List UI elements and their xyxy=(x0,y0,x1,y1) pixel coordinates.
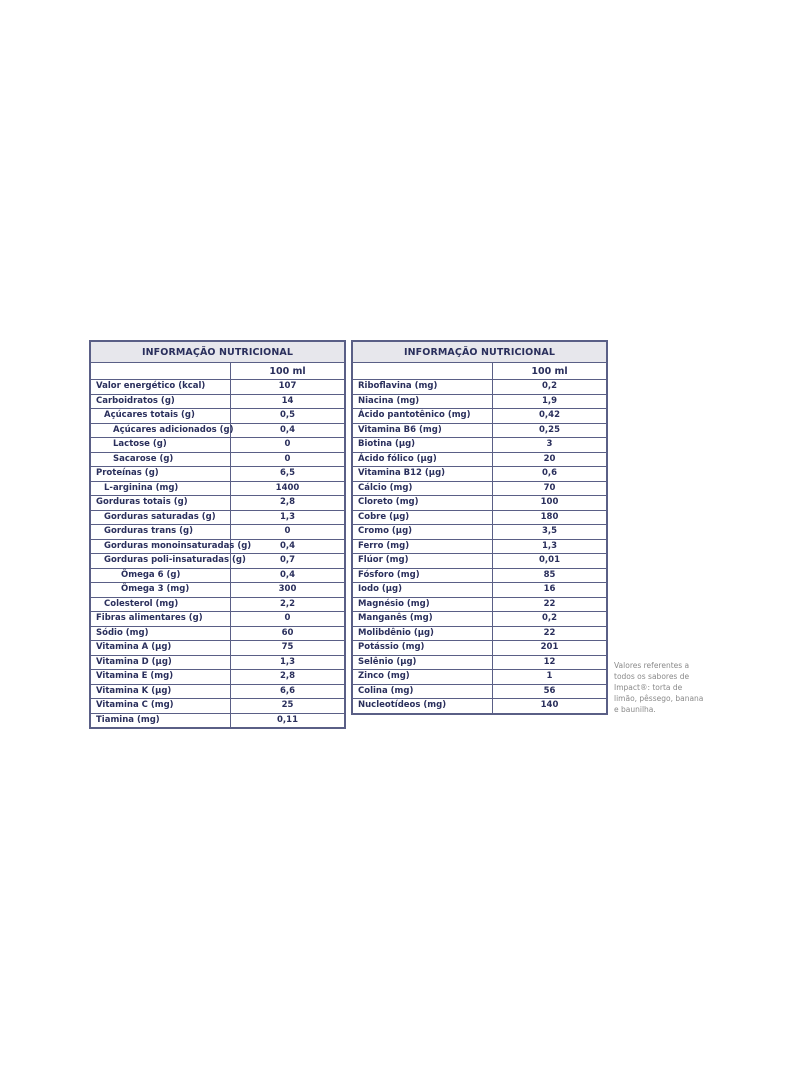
nutrient-column-header xyxy=(353,363,493,380)
nutrient-label: Zinco (mg) xyxy=(353,670,493,685)
nutrient-value: 180 xyxy=(493,510,607,525)
nutrient-label: Ferro (mg) xyxy=(353,539,493,554)
table-row xyxy=(353,641,607,656)
nutrient-value: 1 xyxy=(493,670,607,685)
nutrient-value: 0,2 xyxy=(493,612,607,627)
nutrient-label: Ômega 6 (g) xyxy=(91,568,231,583)
nutrient-label: Molibdênio (µg) xyxy=(353,626,493,641)
table-row xyxy=(353,510,607,525)
nutrient-label: Açúcares adicionados (g) xyxy=(91,423,231,438)
table-row xyxy=(353,583,607,598)
nutrient-value: 0,11 xyxy=(231,713,345,728)
nutrient-value: 2,2 xyxy=(231,597,345,612)
nutrient-label: Cloreto (mg) xyxy=(353,496,493,511)
nutrient-label: Niacina (mg) xyxy=(353,394,493,409)
table-row xyxy=(353,394,607,409)
nutrient-value: 0,4 xyxy=(231,423,345,438)
nutrient-value: 300 xyxy=(231,583,345,598)
nutrient-label: Cálcio (mg) xyxy=(353,481,493,496)
table-row xyxy=(353,496,607,511)
nutrient-label: Sódio (mg) xyxy=(91,626,231,641)
nutrient-value: 0,5 xyxy=(231,409,345,424)
nutrient-value: 85 xyxy=(493,568,607,583)
nutrient-value: 14 xyxy=(231,394,345,409)
nutrient-value: 0,7 xyxy=(231,554,345,569)
table-row xyxy=(91,409,345,424)
table-row xyxy=(353,597,607,612)
nutrient-value: 75 xyxy=(231,641,345,656)
nutrient-label: Nucleotídeos (mg) xyxy=(353,699,493,714)
amount-column-header: 100 ml xyxy=(493,363,607,380)
table-row xyxy=(353,626,607,641)
nutrient-value: 0 xyxy=(231,438,345,453)
table-title-row xyxy=(353,342,607,363)
table-row xyxy=(91,394,345,409)
nutrient-value: 0,6 xyxy=(493,467,607,482)
flavors-note: Valores referentes a todos os sabores de Impact®: torta de limão, pêssego, banana e baunilha. xyxy=(614,661,704,714)
table-row xyxy=(91,510,345,525)
nutrient-label: Vitamina E (mg) xyxy=(91,670,231,685)
nutrient-value: 3 xyxy=(493,438,607,453)
nutrient-value: 0,2 xyxy=(493,380,607,395)
nutrient-label: Ácido pantotênico (mg) xyxy=(353,409,493,424)
nutrient-label: Manganês (mg) xyxy=(353,612,493,627)
table-row xyxy=(91,684,345,699)
table-title-row xyxy=(91,342,345,363)
nutrient-label: Açúcares totais (g) xyxy=(91,409,231,424)
nutrient-label: Vitamina B12 (µg) xyxy=(353,467,493,482)
table-row xyxy=(91,670,345,685)
nutrient-label: Fósforo (mg) xyxy=(353,568,493,583)
nutrient-label: Colina (mg) xyxy=(353,684,493,699)
table-row xyxy=(91,699,345,714)
nutrient-value: 2,8 xyxy=(231,496,345,511)
nutrient-value: 201 xyxy=(493,641,607,656)
table-row xyxy=(91,626,345,641)
nutrient-value: 22 xyxy=(493,597,607,612)
nutrient-label: Ácido fólico (µg) xyxy=(353,452,493,467)
nutrient-label: Tiamina (mg) xyxy=(91,713,231,728)
nutrient-value: 0,4 xyxy=(231,568,345,583)
nutrient-label: Vitamina B6 (mg) xyxy=(353,423,493,438)
nutrient-value: 1,3 xyxy=(231,510,345,525)
nutrient-label: Flúor (mg) xyxy=(353,554,493,569)
nutrient-value: 1400 xyxy=(231,481,345,496)
nutrient-value: 16 xyxy=(493,583,607,598)
table-row xyxy=(353,423,607,438)
nutrient-label: Biotina (µg) xyxy=(353,438,493,453)
table-row xyxy=(353,612,607,627)
nutrient-label: Cromo (µg) xyxy=(353,525,493,540)
nutrient-value: 3,5 xyxy=(493,525,607,540)
nutrient-label: Fibras alimentares (g) xyxy=(91,612,231,627)
nutrient-value: 56 xyxy=(493,684,607,699)
table-row xyxy=(353,554,607,569)
table-row xyxy=(353,684,607,699)
nutrient-label: Vitamina C (mg) xyxy=(91,699,231,714)
table-row xyxy=(353,699,607,714)
nutrient-value: 100 xyxy=(493,496,607,511)
nutrient-value: 0,01 xyxy=(493,554,607,569)
nutrient-label: Vitamina D (µg) xyxy=(91,655,231,670)
table-row xyxy=(353,670,607,685)
nutrient-label: Magnésio (mg) xyxy=(353,597,493,612)
table-row xyxy=(91,655,345,670)
table-row xyxy=(91,525,345,540)
nutrient-value: 20 xyxy=(493,452,607,467)
table-row xyxy=(91,467,345,482)
table-row xyxy=(353,655,607,670)
nutrient-column-header xyxy=(91,363,231,380)
nutrient-value: 6,6 xyxy=(231,684,345,699)
table-row xyxy=(353,452,607,467)
nutrient-value: 25 xyxy=(231,699,345,714)
table-row xyxy=(353,539,607,554)
table-row xyxy=(353,380,607,395)
table-row xyxy=(353,438,607,453)
nutrient-label: L-arginina (mg) xyxy=(91,481,231,496)
nutrient-value: 12 xyxy=(493,655,607,670)
nutrient-value: 0,42 xyxy=(493,409,607,424)
nutrient-label: Potássio (mg) xyxy=(353,641,493,656)
nutrient-label: Gorduras poli-insaturadas (g) xyxy=(91,554,231,569)
nutrient-label: Valor energético (kcal) xyxy=(91,380,231,395)
nutrient-label: Gorduras trans (g) xyxy=(91,525,231,540)
nutrient-label: Gorduras totais (g) xyxy=(91,496,231,511)
nutrient-value: 0,4 xyxy=(231,539,345,554)
nutrient-value: 0 xyxy=(231,525,345,540)
nutrition-table-right xyxy=(352,341,607,714)
nutrient-label: Gorduras saturadas (g) xyxy=(91,510,231,525)
table-row xyxy=(91,438,345,453)
table-row xyxy=(91,481,345,496)
nutrient-label: Selênio (µg) xyxy=(353,655,493,670)
nutrient-label: Carboidratos (g) xyxy=(91,394,231,409)
nutrient-value: 0 xyxy=(231,612,345,627)
table-row xyxy=(91,423,345,438)
nutrient-label: Riboflavina (mg) xyxy=(353,380,493,395)
nutrition-table-left xyxy=(90,341,345,728)
nutrient-value: 1,3 xyxy=(493,539,607,554)
nutrient-value: 2,8 xyxy=(231,670,345,685)
table-title: INFORMAÇÃO NUTRICIONAL xyxy=(91,342,345,363)
nutrient-value: 60 xyxy=(231,626,345,641)
table-row xyxy=(91,713,345,728)
table-row xyxy=(353,481,607,496)
table-row xyxy=(91,568,345,583)
table-row xyxy=(91,539,345,554)
table-row xyxy=(353,568,607,583)
table-row xyxy=(91,554,345,569)
table-title: INFORMAÇÃO NUTRICIONAL xyxy=(353,342,607,363)
table-row xyxy=(91,612,345,627)
nutrient-label: Iodo (µg) xyxy=(353,583,493,598)
table-row xyxy=(353,409,607,424)
table-row xyxy=(91,452,345,467)
nutrient-value: 0 xyxy=(231,452,345,467)
nutrient-label: Lactose (g) xyxy=(91,438,231,453)
amount-column-header: 100 ml xyxy=(231,363,345,380)
nutrient-label: Vitamina A (µg) xyxy=(91,641,231,656)
table-row xyxy=(91,496,345,511)
nutrient-value: 1,3 xyxy=(231,655,345,670)
table-header-row xyxy=(91,363,345,380)
table-row xyxy=(353,467,607,482)
nutrient-label: Vitamina K (µg) xyxy=(91,684,231,699)
table-row xyxy=(91,641,345,656)
table-row xyxy=(91,597,345,612)
table-row xyxy=(91,380,345,395)
nutrient-value: 1,9 xyxy=(493,394,607,409)
table-row xyxy=(353,525,607,540)
nutrient-label: Ômega 3 (mg) xyxy=(91,583,231,598)
nutrient-label: Proteínas (g) xyxy=(91,467,231,482)
nutrient-value: 0,25 xyxy=(493,423,607,438)
table-header-row xyxy=(353,363,607,380)
nutrient-label: Colesterol (mg) xyxy=(91,597,231,612)
nutrient-value: 70 xyxy=(493,481,607,496)
table-row xyxy=(91,583,345,598)
nutrient-value: 6,5 xyxy=(231,467,345,482)
nutrient-value: 107 xyxy=(231,380,345,395)
nutrient-label: Sacarose (g) xyxy=(91,452,231,467)
nutrient-value: 140 xyxy=(493,699,607,714)
nutrient-value: 22 xyxy=(493,626,607,641)
nutrient-label: Gorduras monoinsaturadas (g) xyxy=(91,539,231,554)
nutrient-label: Cobre (µg) xyxy=(353,510,493,525)
